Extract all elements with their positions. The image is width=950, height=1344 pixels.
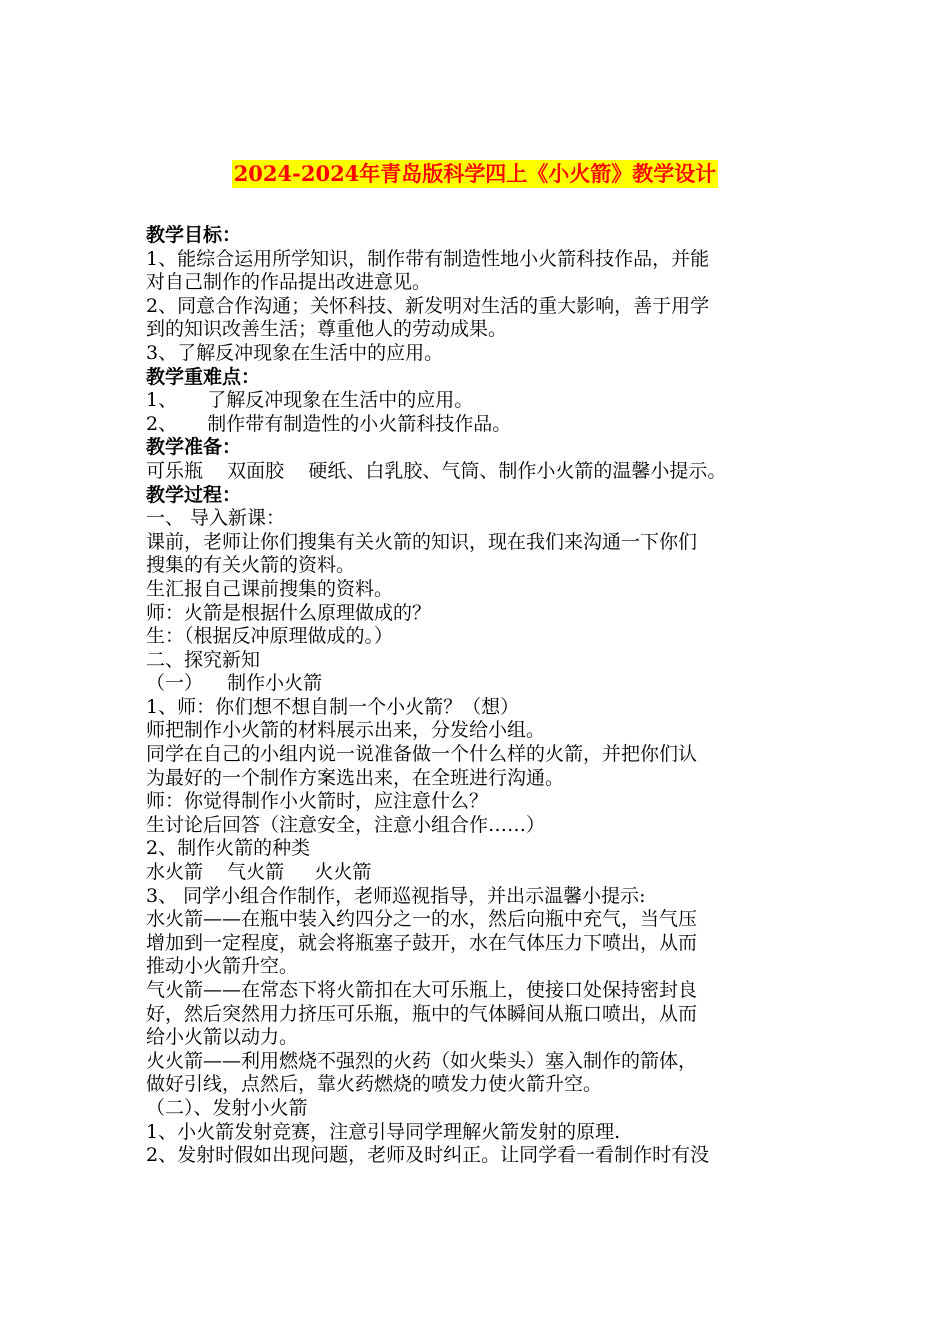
text-line: 给小火箭以动力。 bbox=[146, 1026, 299, 1049]
text-line: 一、 导入新课： bbox=[146, 507, 286, 530]
text-line: 3、了解反冲现象在生活中的应用。 bbox=[146, 341, 444, 364]
text-line: 可乐瓶 双面胶 硬纸、白乳胶、气筒、制作小火箭的温馨小提示。 bbox=[146, 459, 727, 482]
text-line: 气火箭——在常态下将火箭扣在大可乐瓶上，使接口处保持密封良 bbox=[146, 979, 698, 1001]
document-body bbox=[146, 224, 826, 1168]
text-line: 同学在自己的小组内说一说准备做一个什么样的火箭，并把你们认 bbox=[146, 743, 698, 766]
text-line: 2、制作火箭的种类 bbox=[146, 837, 311, 860]
document-title: 2024-2024年青岛版科学四上《小火箭》教学设计 bbox=[233, 161, 717, 186]
text-line: 2、 制作带有制造性的小火箭科技作品。 bbox=[146, 412, 512, 435]
title-container bbox=[0, 160, 950, 188]
text-line: 1、师：你们想不想自制一个小火箭？（想） bbox=[146, 695, 520, 718]
text-line: 搜集的有关火箭的资料。 bbox=[146, 554, 356, 577]
text-line: 二、探究新知 bbox=[146, 648, 261, 671]
text-line: 推动小火箭升空。 bbox=[146, 955, 299, 978]
section-heading: 教学重难点： bbox=[146, 365, 261, 388]
text-line: 2、同意合作沟通；关怀科技、新发明对生活的重大影响，善于用学 bbox=[146, 294, 710, 317]
text-line: 1、能综合运用所学知识，制作带有制造性地小火箭科技作品，并能 bbox=[146, 247, 710, 270]
text-line: 到的知识改善生活；尊重他人的劳动成果。 bbox=[146, 318, 508, 341]
text-line: 水火箭——在瓶中装入约四分之一的水，然后向瓶中充气，当气压 bbox=[146, 908, 698, 931]
text-line: 对自己制作的作品提出改进意见。 bbox=[146, 271, 432, 294]
text-line: 好，然后突然用力挤压可乐瓶，瓶中的气体瞬间从瓶口喷出，从而 bbox=[146, 1002, 698, 1025]
text-line: 2、发射时假如出现问题，老师及时纠正。让同学看一看制作时有没 bbox=[146, 1144, 710, 1167]
text-line: 火火箭——利用燃烧不强烈的火药（如火柴头）塞入制作的箭体， bbox=[146, 1049, 698, 1072]
text-line: （一） 制作小火箭 bbox=[146, 672, 323, 695]
section-heading: 教学准备： bbox=[146, 436, 242, 459]
text-line: 做好引线，点然后，靠火药燃烧的喷发力使火箭升空。 bbox=[146, 1073, 603, 1096]
text-line: 课前，老师让你们搜集有关火箭的知识，现在我们来沟通一下你们 bbox=[146, 530, 698, 553]
text-line: 1、 了解反冲现象在生活中的应用。 bbox=[146, 389, 474, 412]
text-line: 水火箭 气火箭 火火箭 bbox=[146, 861, 372, 884]
section-heading: 教学过程： bbox=[146, 483, 242, 506]
text-line: 师：你觉得制作小火箭时，应注意什么？ bbox=[146, 790, 489, 813]
section-heading: 教学目标： bbox=[146, 224, 242, 246]
text-line: 生讨论后回答（注意安全，注意小组合作……） bbox=[146, 813, 546, 836]
text-line: 师：火箭是根据什么原理做成的？ bbox=[146, 601, 432, 624]
text-line: 生汇报自己课前搜集的资料。 bbox=[146, 577, 394, 600]
text-line: 为最好的一个制作方案选出来，在全班进行沟通。 bbox=[146, 766, 565, 789]
text-line: 3、 同学小组合作制作，老师巡视指导，并出示温馨小提示: bbox=[146, 884, 646, 907]
text-line: 师把制作小火箭的材料展示出来，分发给小组。 bbox=[146, 719, 546, 742]
text-line: 1、小火箭发射竞赛，注意引导同学理解火箭发射的原理. bbox=[146, 1120, 621, 1143]
text-line: （二）、发射小火箭 bbox=[146, 1096, 308, 1119]
text-line: 生：（根据反冲原理做成的。） bbox=[146, 625, 394, 648]
text-line: 增加到一定程度，就会将瓶塞子鼓开，水在气体压力下喷出，从而 bbox=[146, 931, 698, 954]
